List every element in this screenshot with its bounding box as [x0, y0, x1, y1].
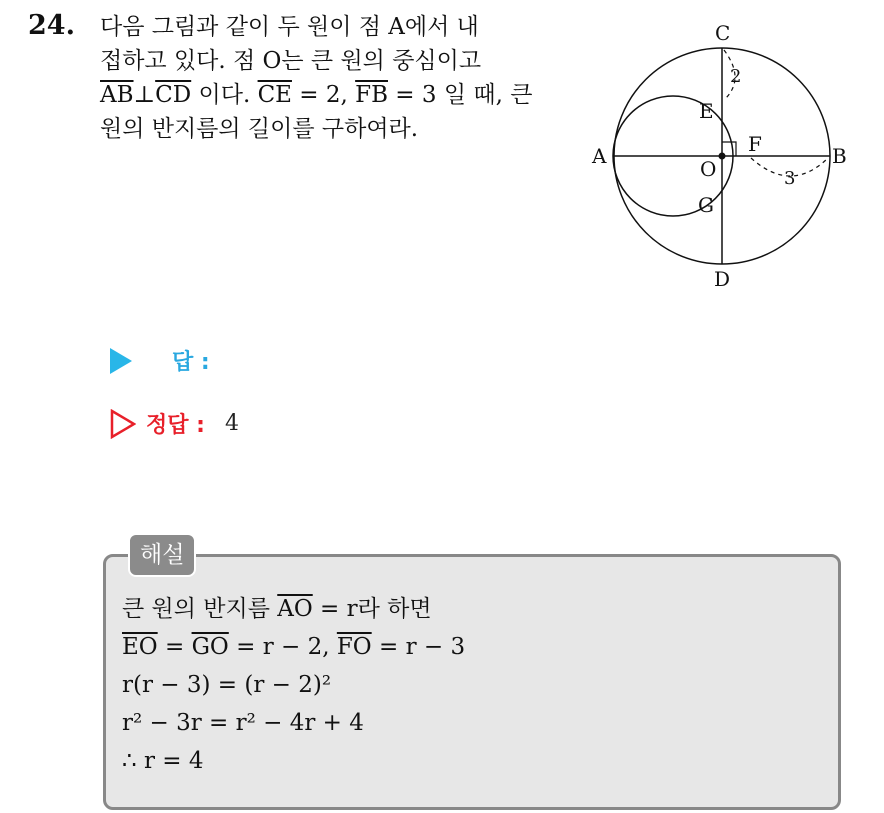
- label-g: G: [698, 193, 714, 217]
- correct-arrow-icon: [110, 409, 136, 439]
- solution-line-1: [122, 590, 465, 628]
- segment-ab: $\overline{AB}$: [100, 82, 134, 108]
- perp-symbol: ⊥: [133, 82, 156, 108]
- text-fragment: = r라 하면: [312, 596, 432, 622]
- label-d: D: [714, 267, 731, 291]
- label-o: O: [700, 157, 717, 181]
- correct-answer-label: 정답 :: [146, 413, 205, 438]
- segment-ce: $\overline{CE}$: [257, 82, 292, 108]
- text-fragment: = r − 3: [371, 634, 466, 660]
- text-fragment: = 3 일 때, 큰: [388, 82, 533, 108]
- correct-answer-value: 4: [224, 411, 239, 436]
- question-text: [100, 10, 570, 146]
- label-a: A: [592, 144, 607, 168]
- label-e: E: [699, 99, 714, 123]
- question-line-4: 원의 반지름의 길이를 구하여라.: [100, 116, 419, 142]
- answer-row: [110, 345, 210, 376]
- question-line-1: 다음 그림과 같이 두 원이 점 A에서 내: [100, 14, 479, 40]
- question-number: 24.: [28, 10, 75, 41]
- geometry-figure: [583, 18, 858, 298]
- solution-content: [122, 590, 465, 780]
- text-fragment: 이다.: [191, 82, 258, 108]
- label-c: C: [715, 21, 731, 45]
- solution-tab: 해설: [128, 533, 196, 577]
- solution-line-3: r(r − 3) = (r − 2)²: [122, 672, 332, 698]
- segment-eo: $\overline{EO}$: [122, 634, 158, 660]
- segment-cd: $\overline{CD}$: [155, 82, 192, 108]
- label-f: F: [748, 132, 762, 156]
- solution-line-2: [122, 628, 465, 666]
- segment-go: $\overline{GO}$: [191, 634, 229, 660]
- answer-arrow-icon: [110, 348, 132, 374]
- question-line-3: [100, 78, 570, 112]
- text-fragment: = r − 2,: [228, 634, 337, 660]
- answer-label: 답 :: [172, 350, 210, 375]
- center-point-o: [719, 153, 726, 160]
- text-fragment: 큰 원의 반지름: [122, 596, 278, 622]
- label-b: B: [832, 144, 847, 168]
- text-fragment: =: [157, 634, 192, 660]
- solution-line-5: ∴ r = 4: [122, 748, 204, 774]
- label-ce-length: 2: [730, 66, 742, 87]
- text-fragment: = 2,: [291, 82, 356, 108]
- segment-ao: $\overline{AO}$: [277, 596, 313, 622]
- segment-fo: $\overline{FO}$: [336, 634, 372, 660]
- segment-fb: $\overline{FB}$: [355, 82, 388, 108]
- question-line-2: 접하고 있다. 점 O는 큰 원의 중심이고: [100, 48, 482, 74]
- solution-line-4: r² − 3r = r² − 4r + 4: [122, 710, 364, 736]
- label-fb-length: 3: [784, 168, 796, 189]
- correct-answer-row: [110, 408, 239, 439]
